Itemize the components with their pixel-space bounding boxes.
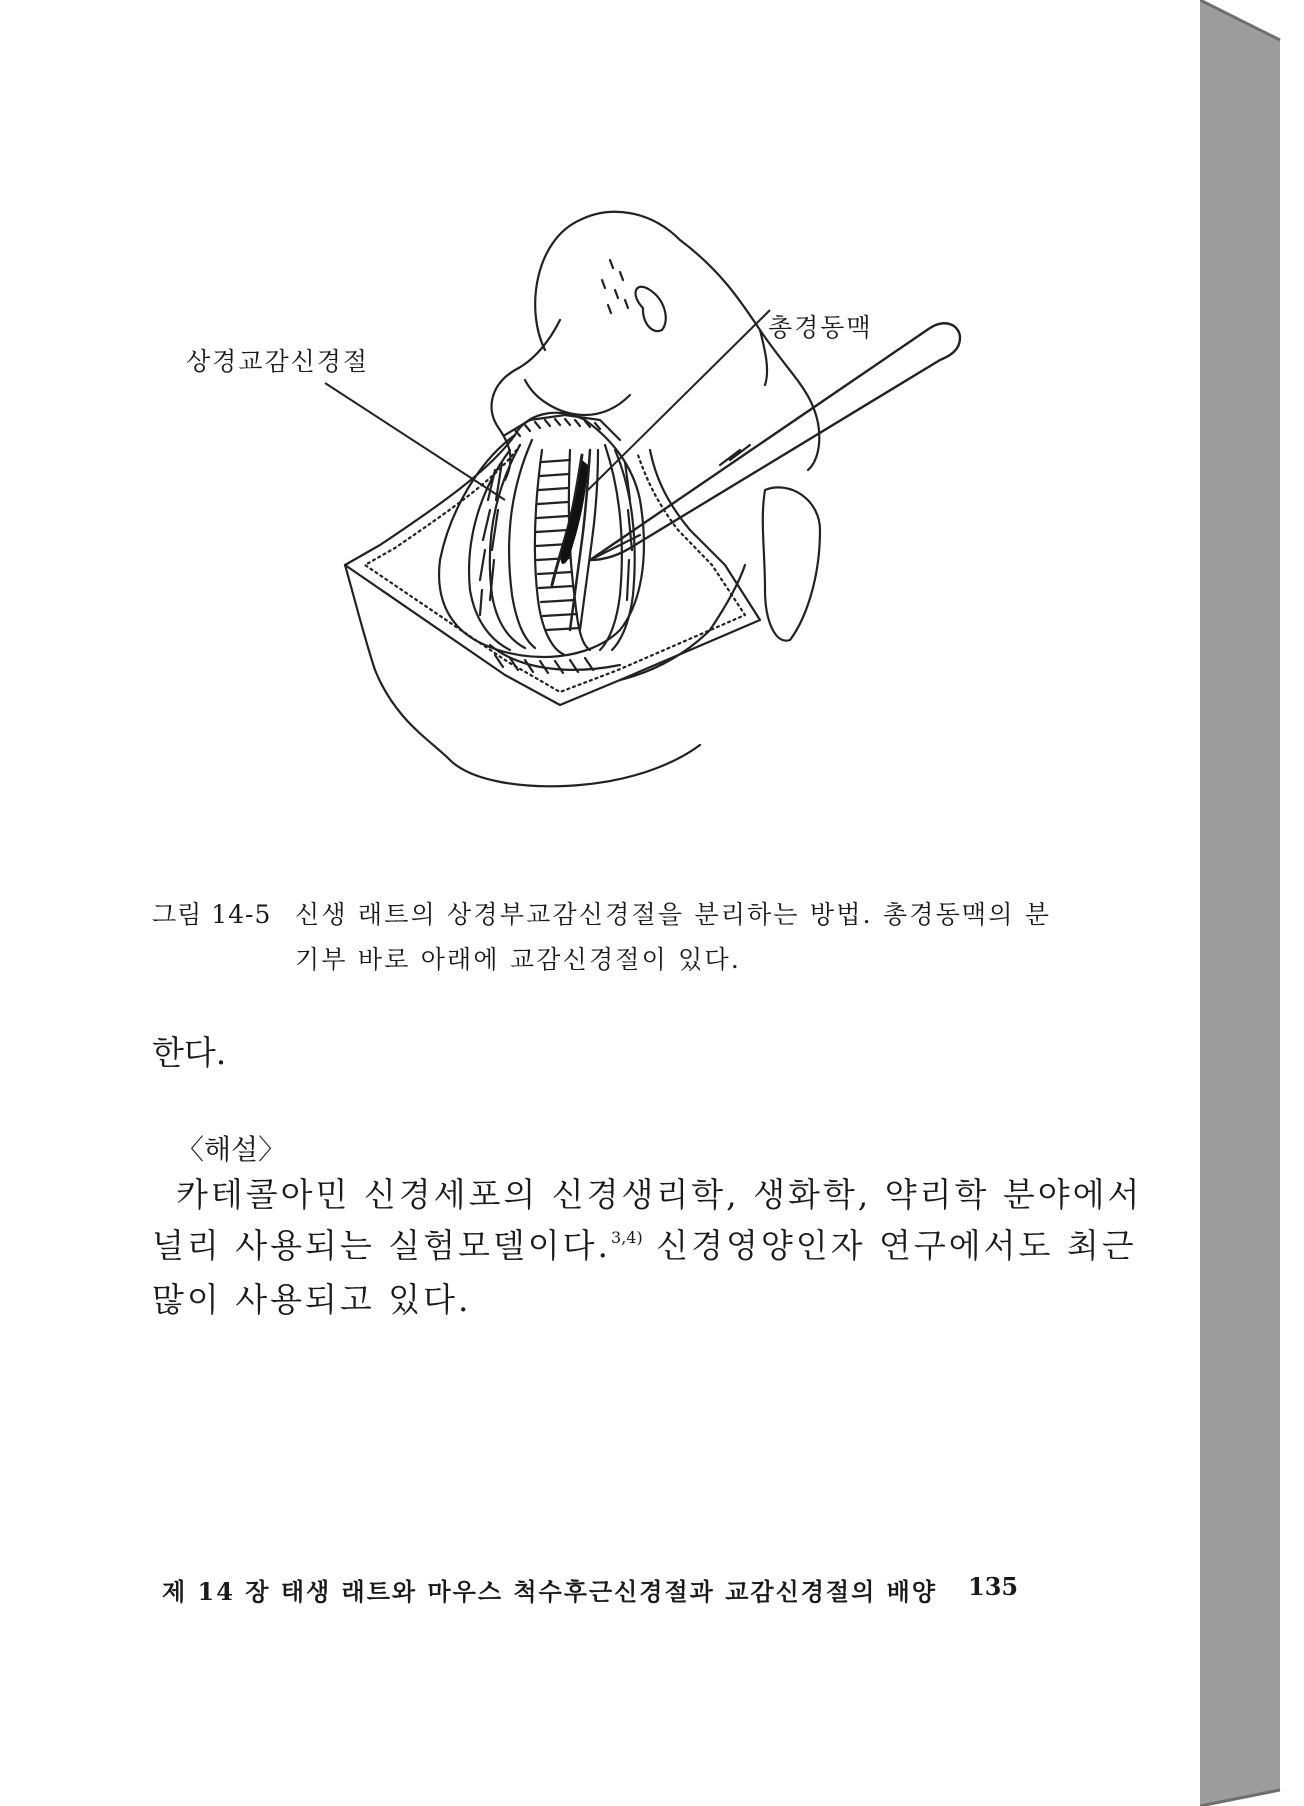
section-heading: 〈해설〉 <box>176 1133 287 1166</box>
figure-caption-line-1: 신생 래트의 상경부교감신경절을 분리하는 방법. 총경동맥의 분 <box>295 900 1052 929</box>
figure-label-superior-cervical-ganglion: 상경교감신경절 <box>186 347 370 376</box>
figure-caption-line-2: 기부 바로 아래에 교감신경절이 있다. <box>295 945 741 974</box>
paragraph-line-3: 많이 사용되고 있다. <box>152 1280 472 1319</box>
figure-caption-number: 그림 14-5 <box>152 900 272 929</box>
paragraph-line-2-text-b: 신경영양인자 연구에서도 최근 <box>642 1226 1137 1265</box>
paragraph-line-1: 카테콜아민 신경세포의 신경생리학, 생화학, 약리학 분야에서 <box>176 1175 1143 1214</box>
page-number: 135 <box>968 1572 1019 1601</box>
paragraph-line-2 <box>152 1226 1137 1265</box>
page-edge <box>1200 0 1304 1806</box>
dissection-illustration <box>320 200 1040 880</box>
reference-superscript: 3,4) <box>611 1228 643 1247</box>
paragraph-line-2-text-a: 널리 사용되는 실험모델이다. <box>152 1226 612 1265</box>
figure-label-common-carotid-artery: 총경동맥 <box>768 313 873 342</box>
running-footer-chapter-title: 제 14 장 태생 래트와 마우스 척수후근신경절과 교감신경절의 배양 <box>162 1577 938 1606</box>
body-text-fragment: 한다. <box>152 1033 227 1072</box>
